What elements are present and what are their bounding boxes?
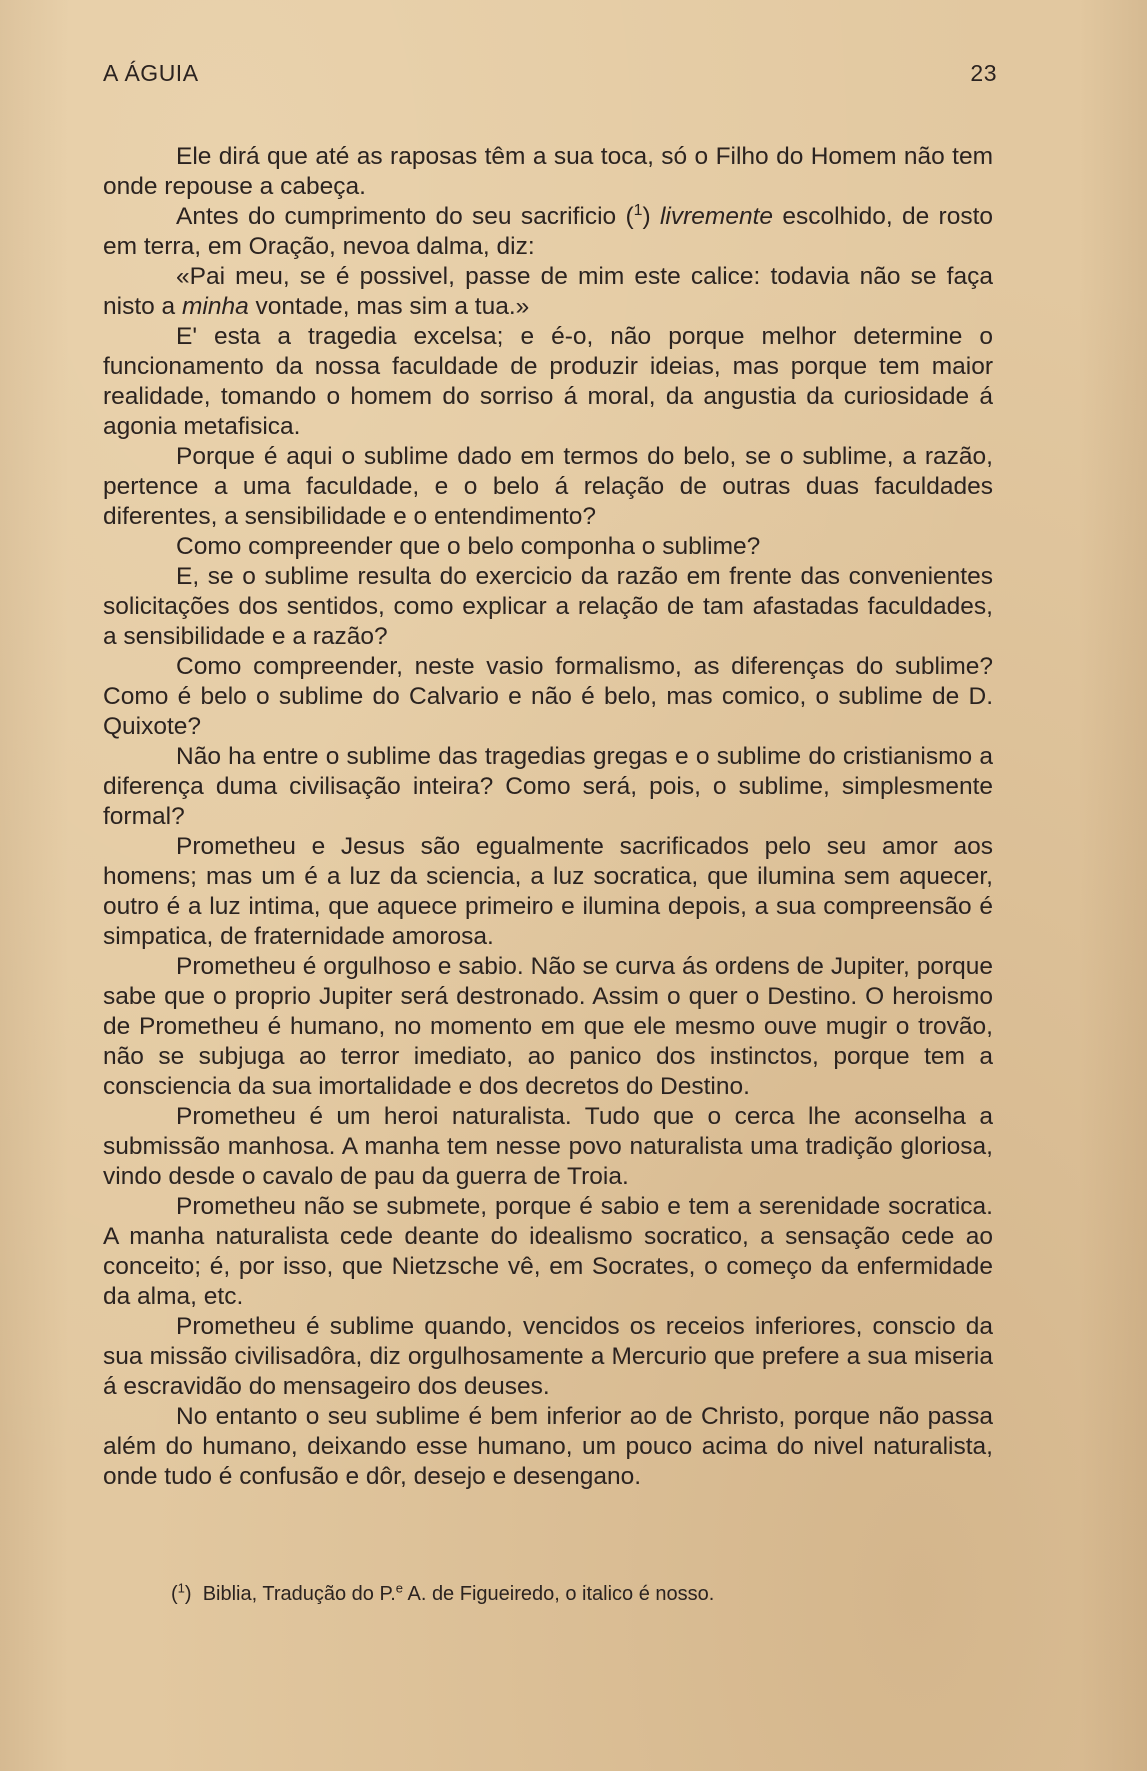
quotation-paragraph xyxy=(103,262,993,322)
paragraph: Prometheu é um heroi naturalista. Tudo que o cerca lhe aconselha a submissão manhosa. A manha tem nesse povo naturalista uma tradição gloriosa, vindo desde o cavalo de pau da guerra de Troia. xyxy=(103,1103,993,1190)
paragraph: Como compreender que o belo componha o sublime? xyxy=(176,533,761,560)
paragraph-text: Antes do cumprimento do seu sacrificio ( xyxy=(176,203,634,230)
paragraph: Prometheu e Jesus são egualmente sacrificados pelo seu amor aos homens; mas um é a luz da sciencia, a luz socratica, que ilumina sem aquecer, outro é a luz intima, que aquece primeiro e ilumina depois, a sua compreensão é simpatica, de fraternidade amorosa. xyxy=(103,833,993,950)
paragraph: Não ha entre o sublime das tragedias gregas e o sublime do cristianismo a diferença duma civilisação inteira? Como será, pois, o sublime, simplesmente formal? xyxy=(103,743,993,830)
paragraph: E, se o sublime resulta do exercicio da razão em frente das convenientes solicitações dos sentidos, como explicar a relação de tam afastadas faculdades, a sensibilidade e a razão? xyxy=(103,563,993,650)
page-header xyxy=(103,60,997,100)
paragraph: Como compreender, neste vasio formalismo, as diferenças do sublime? Como é belo o sublime do Calvario e não é belo, mas comico, o sublime de D. Quixote? xyxy=(103,653,993,740)
footnote-text: Biblia, Tradução do P. xyxy=(191,1583,396,1605)
paragraph xyxy=(103,202,993,262)
footnote xyxy=(171,1581,991,1607)
paragraph: E' esta a tragedia excelsa; e é-o, não porque melhor determine o funcionamento da nossa faculdade de produzir ideias, mas porque tem maior realidade, tomando o homem do sorriso á moral, da angustia da curiosidade á agonia metafisica. xyxy=(103,323,993,440)
paragraph: Prometheu é orgulhoso e sabio. Não se curva ás ordens de Jupiter, porque sabe que o proprio Jupiter será destronado. Assim o quer o Destino. O heroismo de Prometheu é humano, no momento em que ele mesmo ouve mugir o trovão, não se subjuga ao terror imediato, ao panico dos instinctos, porque tem a consciencia da sua imortalidade e dos decretos do Destino. xyxy=(103,953,993,1100)
footnote-reference[interactable]: 1 xyxy=(633,201,643,219)
paragraph: Ele dirá que até as raposas têm a sua toca, só o Filho do Homem não tem onde repouse a cabeça. xyxy=(103,143,993,200)
paragraph: Prometheu não se submete, porque é sabio e tem a serenidade socratica. A manha naturalista cede deante do idealismo socratico, a sensação cede ao conceito; é, por isso, que Nietzsche vê, em Socrates, o começo da enfermidade da alma, etc. xyxy=(103,1193,993,1310)
running-head: A ÁGUIA xyxy=(103,60,199,86)
footnote-text: A. de Figueiredo, o italico é nosso. xyxy=(403,1583,715,1605)
page-number: 23 xyxy=(970,60,997,86)
footnote-close-paren: ) xyxy=(184,1583,192,1605)
italic-text: minha xyxy=(182,293,249,320)
italic-text: livremente xyxy=(659,203,773,230)
paragraph-text: vontade, mas sim a tua.» xyxy=(248,293,530,320)
paragraph-text: escolhido, de rosto em terra, em Oração, nevoa dalma, diz: xyxy=(103,203,993,260)
paragraph-text: «Pai meu, se é possivel, passe de mim este calice: todavia não se faça nisto a xyxy=(103,263,993,320)
paragraph: Prometheu é sublime quando, vencidos os receios inferiores, conscio da sua missão civilisadôra, diz orgulhosamente a Mercurio que prefere a sua miseria á escravidão do mensageiro dos deuses. xyxy=(103,1313,993,1400)
footnote-abbrev-superscript: e xyxy=(395,1580,404,1596)
paragraph: Porque é aqui o sublime dado em termos do belo, se o sublime, a razão, pertence a uma faculdade, e o belo á relação de outras duas faculdades diferentes, a sensibilidade e o entendimento? xyxy=(103,443,993,530)
footnote-marker: 1 xyxy=(177,1580,185,1596)
body-text xyxy=(103,142,993,1492)
footnote-open-paren: ( xyxy=(171,1583,178,1605)
paragraph: No entanto o seu sublime é bem inferior ao de Christo, porque não passa além do humano, deixando esse humano, um pouco acima do nivel naturalista, onde tudo é confusão e dôr, desejo e desengano. xyxy=(103,1403,993,1490)
paragraph-text: ) xyxy=(642,203,660,230)
